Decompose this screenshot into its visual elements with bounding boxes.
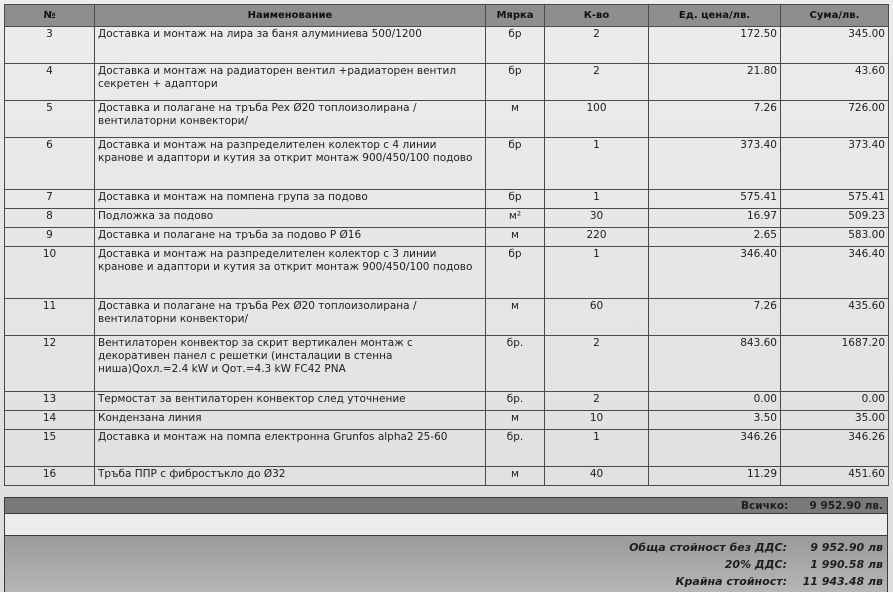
row-unit-price: 346.26 xyxy=(649,430,781,467)
row-num: 10 xyxy=(5,247,95,299)
row-sum: 35.00 xyxy=(781,411,889,430)
row-unit: м xyxy=(486,228,545,247)
row-qty: 100 xyxy=(545,101,649,138)
row-unit-price: 346.40 xyxy=(649,247,781,299)
row-sum: 575.41 xyxy=(781,190,889,209)
header-row xyxy=(5,5,889,27)
row-sum: 451.60 xyxy=(781,467,889,486)
row-name: Доставка и полагане на тръба Pex Ø20 топлоизолирана /вентилаторни конвектори/ xyxy=(95,299,486,336)
row-name: Доставка и полагане на тръба за подово Р Ø16 xyxy=(95,228,486,247)
row-qty: 2 xyxy=(545,27,649,64)
row-qty: 1 xyxy=(545,430,649,467)
row-qty: 1 xyxy=(545,138,649,190)
summary-net xyxy=(5,540,887,556)
row-name: Вентилаторен конвектор за скрит вертикален монтаж с декоративен панел с решетки (инсталации в стенна ниша)Qохл.=2.4 kW и Qот.=4.3 kW FC42 PNA xyxy=(95,336,486,392)
row-qty: 220 xyxy=(545,228,649,247)
row-sum: 373.40 xyxy=(781,138,889,190)
summary-vat xyxy=(5,557,887,573)
row-sum: 1687.20 xyxy=(781,336,889,392)
total-value: 9 952.90 лв. xyxy=(809,500,883,512)
row-qty: 30 xyxy=(545,209,649,228)
row-unit: м xyxy=(486,299,545,336)
row-name: Доставка и полагане на тръба Pex Ø20 топлоизолирана /вентилаторни конвектори/ xyxy=(95,101,486,138)
row-unit: бр xyxy=(486,190,545,209)
row-name: Доставка и монтаж на помпа електронна Grunfos alpha2 25-60 xyxy=(95,430,486,467)
row-unit-price: 7.26 xyxy=(649,101,781,138)
table-row xyxy=(5,299,889,336)
total-row xyxy=(4,497,888,514)
table-row xyxy=(5,138,889,190)
final-label: Крайна стойност: xyxy=(675,575,787,588)
row-sum: 435.60 xyxy=(781,299,889,336)
table-row xyxy=(5,209,889,228)
row-name: Доставка и монтаж на лира за баня алуминиева 500/1200 xyxy=(95,27,486,64)
table-row xyxy=(5,411,889,430)
row-unit: м xyxy=(486,467,545,486)
row-qty: 2 xyxy=(545,64,649,101)
row-unit: м xyxy=(486,101,545,138)
row-unit: бр. xyxy=(486,392,545,411)
row-unit-price: 373.40 xyxy=(649,138,781,190)
row-sum: 345.00 xyxy=(781,27,889,64)
row-num: 4 xyxy=(5,64,95,101)
table-row xyxy=(5,392,889,411)
col-header-name: Наименование xyxy=(95,5,486,27)
row-unit-price: 16.97 xyxy=(649,209,781,228)
row-qty: 2 xyxy=(545,392,649,411)
vat-label: 20% ДДС: xyxy=(724,558,787,571)
row-num: 6 xyxy=(5,138,95,190)
summary-block xyxy=(4,536,888,592)
row-sum: 346.26 xyxy=(781,430,889,467)
row-unit: м xyxy=(486,411,545,430)
row-name: Доставка и монтаж на разпределителен колектор с 4 линии кранове и адаптори и кутия за открит монтаж 900/450/100 подово xyxy=(95,138,486,190)
row-unit: бр xyxy=(486,247,545,299)
table-row xyxy=(5,430,889,467)
row-name: Доставка и монтаж на разпределителен колектор с 3 линии кранове и адаптори и кутия за открит монтаж 900/450/100 подово xyxy=(95,247,486,299)
col-header-unit-price: Ед. цена/лв. xyxy=(649,5,781,27)
row-name: Кондензана линия xyxy=(95,411,486,430)
col-header-unit: Мярка xyxy=(486,5,545,27)
row-unit: м² xyxy=(486,209,545,228)
row-sum: 726.00 xyxy=(781,101,889,138)
row-unit-price: 21.80 xyxy=(649,64,781,101)
row-name: Термостат за вентилаторен конвектор след уточнение xyxy=(95,392,486,411)
row-unit-price: 172.50 xyxy=(649,27,781,64)
row-unit-price: 3.50 xyxy=(649,411,781,430)
row-unit: бр. xyxy=(486,430,545,467)
row-name: Доставка и монтаж на радиаторен вентил +радиаторен вентил секретен + адаптори xyxy=(95,64,486,101)
final-value: 11 943.48 лв xyxy=(802,575,883,588)
table-row xyxy=(5,27,889,64)
row-unit: бр xyxy=(486,27,545,64)
row-unit-price: 575.41 xyxy=(649,190,781,209)
row-qty: 10 xyxy=(545,411,649,430)
summary-final xyxy=(5,574,887,590)
row-qty: 2 xyxy=(545,336,649,392)
row-num: 3 xyxy=(5,27,95,64)
row-unit-price: 2.65 xyxy=(649,228,781,247)
row-unit: бр. xyxy=(486,336,545,392)
row-sum: 0.00 xyxy=(781,392,889,411)
row-num: 9 xyxy=(5,228,95,247)
net-label: Обща стойност без ДДС: xyxy=(629,541,787,554)
net-value: 9 952.90 лв xyxy=(810,541,883,554)
table-row xyxy=(5,336,889,392)
table-row xyxy=(5,247,889,299)
row-num: 8 xyxy=(5,209,95,228)
row-num: 12 xyxy=(5,336,95,392)
row-unit: бр xyxy=(486,64,545,101)
row-num: 15 xyxy=(5,430,95,467)
row-unit-price: 7.26 xyxy=(649,299,781,336)
row-sum: 509.23 xyxy=(781,209,889,228)
row-unit-price: 843.60 xyxy=(649,336,781,392)
row-num: 16 xyxy=(5,467,95,486)
row-qty: 40 xyxy=(545,467,649,486)
blank-row xyxy=(4,514,888,536)
row-num: 11 xyxy=(5,299,95,336)
row-num: 14 xyxy=(5,411,95,430)
row-sum: 583.00 xyxy=(781,228,889,247)
table-row xyxy=(5,64,889,101)
row-sum: 43.60 xyxy=(781,64,889,101)
row-qty: 1 xyxy=(545,190,649,209)
row-num: 5 xyxy=(5,101,95,138)
row-qty: 60 xyxy=(545,299,649,336)
table-row xyxy=(5,467,889,486)
row-qty: 1 xyxy=(545,247,649,299)
row-num: 13 xyxy=(5,392,95,411)
table-row xyxy=(5,190,889,209)
total-label: Всичко: xyxy=(741,500,789,512)
row-unit-price: 0.00 xyxy=(649,392,781,411)
row-num: 7 xyxy=(5,190,95,209)
row-name: Подложка за подово xyxy=(95,209,486,228)
table-row xyxy=(5,101,889,138)
col-header-num: № xyxy=(5,5,95,27)
row-sum: 346.40 xyxy=(781,247,889,299)
col-header-qty: К-во xyxy=(545,5,649,27)
items-table xyxy=(4,4,889,486)
table-row xyxy=(5,228,889,247)
vat-value: 1 990.58 лв xyxy=(810,558,883,571)
row-unit: бр xyxy=(486,138,545,190)
col-header-sum: Сума/лв. xyxy=(781,5,889,27)
row-name: Доставка и монтаж на помпена група за подово xyxy=(95,190,486,209)
row-name: Тръба ППР с фибростъкло до Ø32 xyxy=(95,467,486,486)
row-unit-price: 11.29 xyxy=(649,467,781,486)
